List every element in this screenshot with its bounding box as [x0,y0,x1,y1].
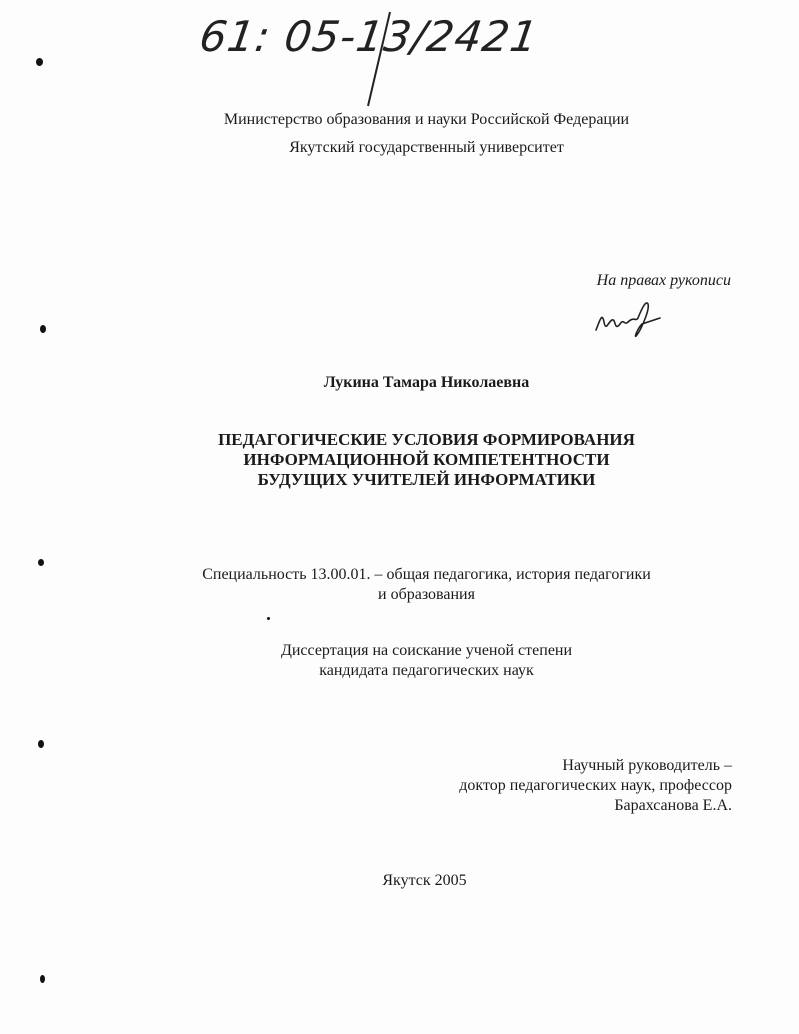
specialty-line-1: Специальность 13.00.01. – общая педагогика, история педагогики [202,566,651,583]
dissertation-title [27,430,799,490]
title-line-1: ПЕДАГОГИЧЕСКИЕ УСЛОВИЯ ФОРМИРОВАНИЯ [218,430,635,449]
handwritten-signature [590,292,670,342]
handwritten-slash-mark [360,10,480,110]
scan-speck [40,325,46,333]
scan-speck [40,975,45,983]
scan-speck [38,559,44,566]
scientific-advisor [459,756,732,816]
title-line-3: БУДУЩИХ УЧИТЕЛЕЙ ИНФОРМАТИКИ [257,470,596,489]
city-year: Якутск 2005 [382,872,467,889]
degree-statement [27,641,799,681]
scan-speck [267,617,270,620]
specialty [27,565,799,605]
degree-line-2: кандидата педагогических наук [319,662,534,679]
university-name: Якутский государственный университет [289,139,564,156]
catalog-number: 61: 05-13/2421 [196,12,542,61]
scan-speck [36,58,43,66]
title-line-2: ИНФОРМАЦИОННОЙ КОМПЕТЕНТНОСТИ [243,450,610,469]
specialty-line-2: и образования [378,586,475,603]
advisor-line-2: доктор педагогических наук, профессор [459,777,732,794]
advisor-line-3: Барахсанова Е.А. [614,797,732,814]
manuscript-rights-note: На правах рукописи [596,272,731,289]
scan-speck [38,740,44,748]
ministry-name: Министерство образования и науки Российской Федерации [223,111,630,128]
advisor-line-1: Научный руководитель – [562,757,732,774]
degree-line-1: Диссертация на соискание ученой степени [280,642,573,659]
author-name: Лукина Тамара Николаевна [323,374,530,391]
